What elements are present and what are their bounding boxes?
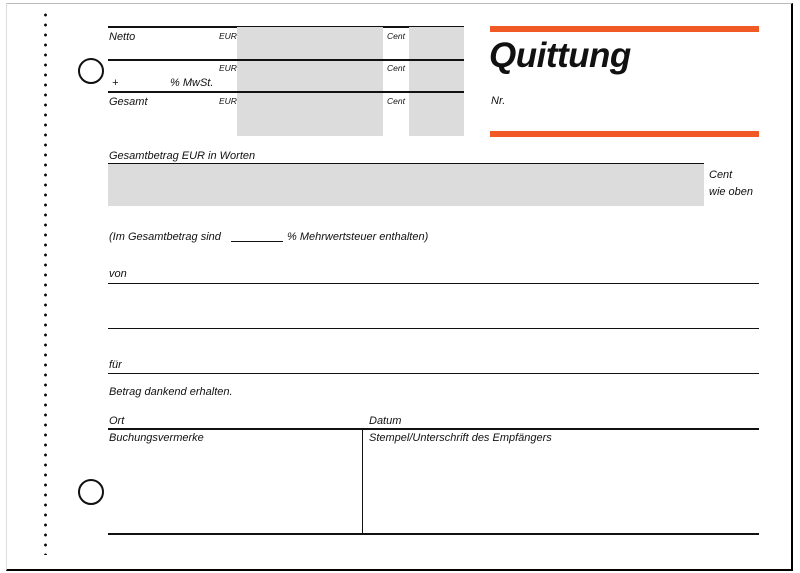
vat-rate-blank[interactable] [231, 241, 283, 242]
amount-words-field[interactable] [108, 164, 704, 206]
datum-label: Datum [369, 415, 402, 427]
gesamt-cent-label: Cent [387, 96, 405, 106]
fuer-label: für [109, 359, 122, 371]
plus-sign: + [112, 77, 119, 89]
ort-label: Ort [109, 415, 125, 427]
cent-field-shading [409, 27, 464, 136]
netto-eur-label: EUR [219, 31, 237, 41]
netto-label: Netto [109, 31, 136, 43]
von-line[interactable] [108, 283, 759, 284]
wie-oben-label: wie oben [709, 186, 754, 198]
mwst-label: % MwSt. [170, 77, 214, 89]
words-cent-label: Cent [709, 169, 733, 181]
punch-hole-top [78, 58, 104, 84]
booking-notes-label: Buchungsvermerke [109, 432, 204, 444]
page-border [6, 3, 793, 571]
von-second-line[interactable] [108, 328, 759, 329]
signature-divider [362, 429, 363, 534]
stamp-signature-label: Stempel/Unterschrift des Empfängers [369, 432, 552, 444]
number-label: Nr. [491, 95, 506, 107]
gesamt-label: Gesamt [109, 96, 148, 108]
vat-note-prefix: (Im Gesamtbetrag sind [109, 231, 221, 243]
page-title: Quittung [489, 36, 631, 75]
received-note: Betrag dankend erhalten. [109, 386, 233, 398]
fuer-line[interactable] [108, 373, 759, 374]
punch-hole-bottom [78, 479, 104, 505]
ort-datum-line[interactable] [108, 428, 759, 430]
eur-field-shading [237, 27, 383, 136]
mwst-cent-label: Cent [387, 63, 405, 73]
netto-cent-label: Cent [387, 31, 405, 41]
accent-bar-bottom [490, 131, 759, 137]
perforation-line [44, 10, 47, 555]
vat-note-suffix: % Mehrwertsteuer enthalten) [287, 231, 429, 243]
amount-table-rule-2 [108, 91, 464, 93]
accent-bar-top [490, 26, 759, 32]
mwst-eur-label: EUR [219, 63, 237, 73]
signature-bottom-line[interactable] [108, 533, 759, 535]
amount-words-label: Gesamtbetrag EUR in Worten [109, 150, 256, 162]
amount-table-rule-1 [108, 59, 464, 61]
gesamt-eur-label: EUR [219, 96, 237, 106]
von-label: von [109, 268, 127, 280]
